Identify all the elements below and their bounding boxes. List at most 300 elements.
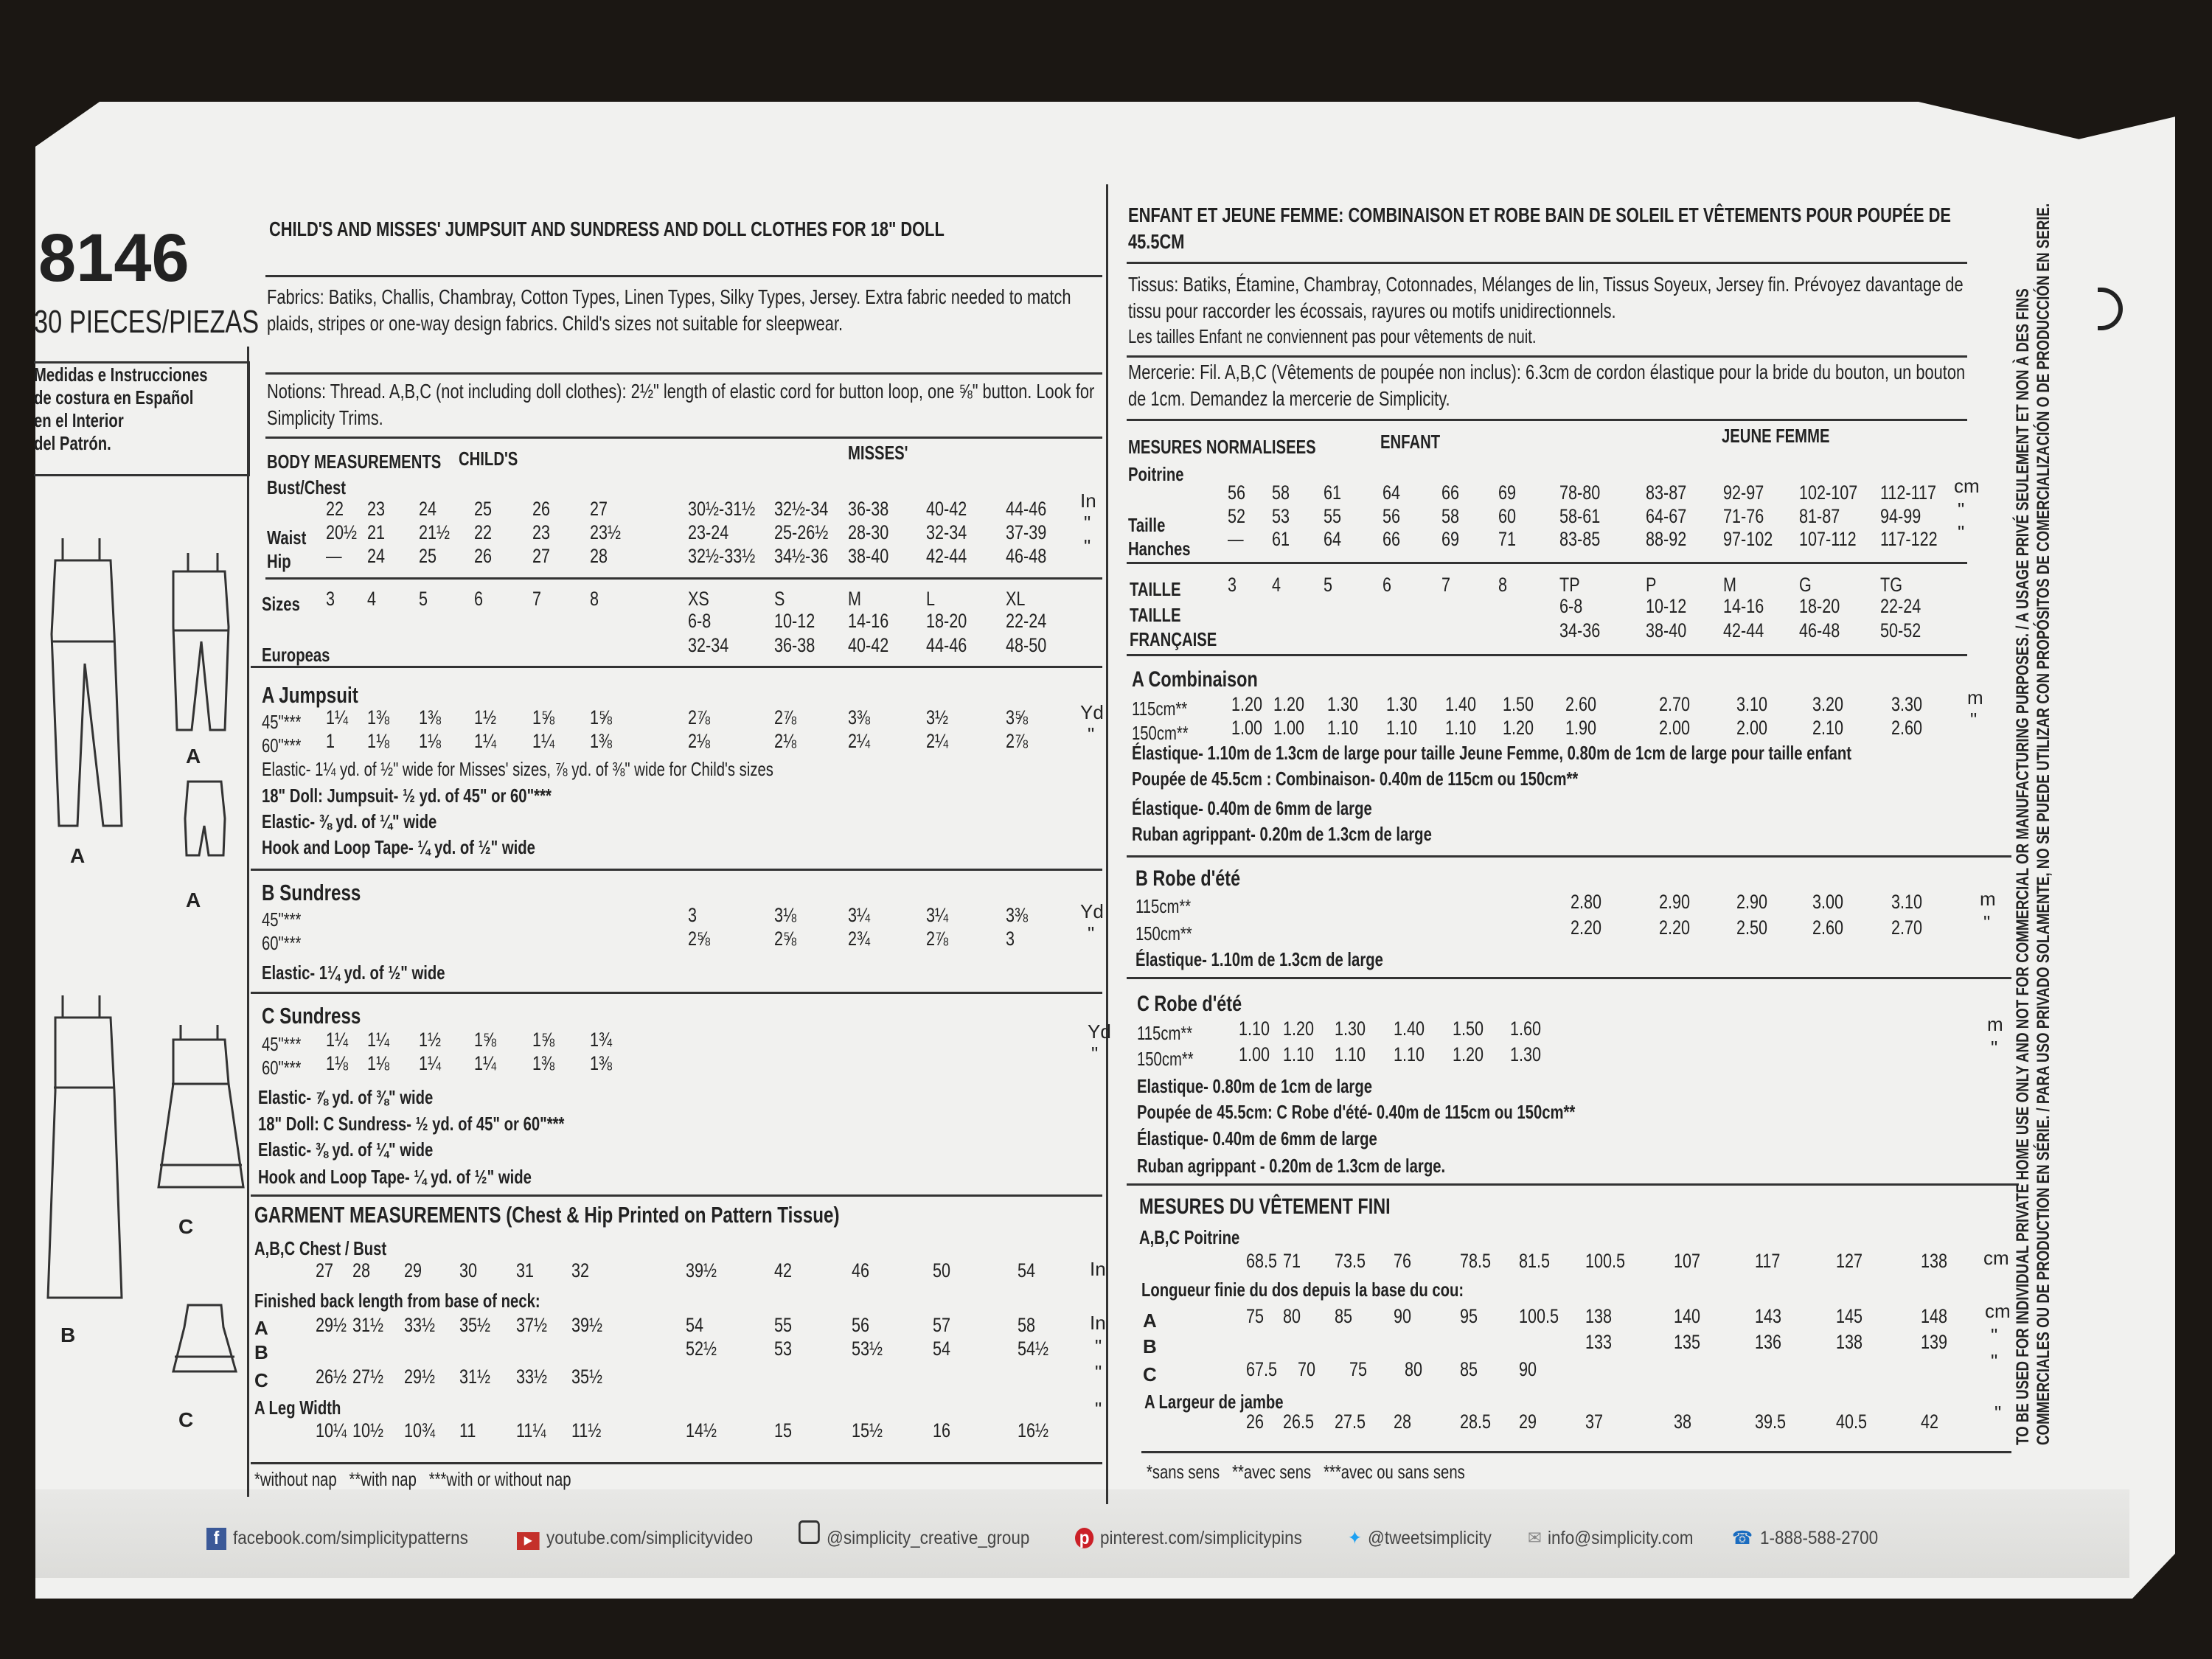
table-cell: 138 — [1585, 1305, 1613, 1327]
view-a-jumpsuit-misses — [52, 538, 122, 826]
table-cell: 2⅛ — [774, 730, 797, 752]
table-cell: 37 — [1585, 1411, 1604, 1433]
view-label: C — [178, 1408, 194, 1431]
table-cell: L — [926, 588, 936, 610]
english-title: CHILD'S AND MISSES' JUMPSUIT AND SUNDRESS AND DOLL CLOTHES FOR 18" DOLL — [269, 218, 945, 240]
column-divider — [247, 347, 249, 1497]
fr-view-a-poupee: Poupée de 45.5cm : Combinaison- 0.40m de 115cm ou 150cm** — [1132, 768, 1579, 790]
divider — [1127, 419, 1967, 421]
table-cell: 83-87 — [1646, 481, 1687, 504]
table-cell: 1½ — [419, 1029, 442, 1051]
length-b-label: B — [254, 1341, 268, 1363]
divider — [251, 666, 1102, 668]
unit-label: In — [1090, 1312, 1106, 1334]
english-fabrics: Fabrics: Batiks, Challis, Chambray, Cotton Types, Linen Types, Silky Types, Jersey. Extra fabric needed to match plaids, stripes or one-way design fabrics. Child's sizes not suitable for sleepwear. — [267, 285, 1071, 335]
mesures-label: MESURES NORMALISEES — [1128, 436, 1316, 458]
youtube-icon: ▶ — [517, 1532, 540, 1550]
view-c-doll-elastic: Elastic- ⅜ yd. of ¼" wide — [258, 1138, 434, 1161]
table-cell: 1⅝ — [532, 706, 555, 728]
divider — [251, 992, 1102, 994]
table-cell: 3.00 — [1812, 891, 1844, 913]
longueur-b-label: B — [1143, 1335, 1157, 1357]
table-cell: 1⅜ — [419, 706, 442, 728]
hanches-label: Hanches — [1128, 538, 1191, 560]
table-cell: 3⅜ — [848, 706, 871, 728]
table-cell: 117-122 — [1880, 528, 1938, 550]
table-cell: 1.20 — [1231, 693, 1263, 715]
table-cell: 107 — [1674, 1250, 1701, 1272]
table-cell: 97-102 — [1723, 528, 1773, 550]
table-cell: 3.10 — [1891, 891, 1923, 913]
table-cell: 3.10 — [1736, 693, 1768, 715]
table-cell: 69 — [1498, 481, 1517, 504]
ditto-mark: " — [1991, 1350, 1998, 1372]
table-cell: 3 — [326, 588, 335, 610]
table-cell: 94-99 — [1880, 505, 1921, 527]
fr-view-c-elastique: Elastique- 0.80m de 1cm de large — [1137, 1075, 1372, 1097]
unit-label: Yd — [1088, 1020, 1111, 1043]
ditto-mark: " — [1084, 512, 1091, 534]
view-c-hook-loop: Hook and Loop Tape- ¼ yd. of ½" wide — [258, 1166, 532, 1188]
table-cell: 28-30 — [848, 521, 889, 543]
table-cell: 57 — [933, 1314, 951, 1336]
table-cell: 1¼ — [419, 1052, 442, 1074]
table-cell: 61 — [1272, 528, 1290, 550]
table-cell: 117 — [1755, 1250, 1781, 1272]
table-cell: 2.70 — [1659, 693, 1691, 715]
table-cell: 76 — [1394, 1250, 1412, 1272]
table-cell: 138 — [1921, 1250, 1948, 1272]
table-cell: 38-40 — [1646, 619, 1687, 641]
french-title: ENFANT ET JEUNE FEMME: COMBINAISON ET ROBE BAIN DE SOLEIL ET VÊTEMENTS POUR POUPÉE DE 45.5CM — [1128, 204, 1951, 253]
table-cell: 135 — [1674, 1331, 1701, 1353]
table-cell: 88-92 — [1646, 528, 1687, 550]
table-cell: 38 — [1674, 1411, 1692, 1433]
table-cell: 10¾ — [404, 1419, 436, 1441]
table-cell: 10½ — [352, 1419, 384, 1441]
email-link[interactable]: info@simplicity.com — [1548, 1528, 1694, 1548]
table-cell: 27 — [590, 498, 608, 520]
fr-view-b-elastique: Élastique- 1.10m de 1.3cm de large — [1135, 948, 1383, 970]
width-45-label: 45"*** — [262, 1033, 302, 1055]
table-cell: 34-36 — [1559, 619, 1601, 641]
table-cell: 44-46 — [926, 634, 967, 656]
fr-view-a-elastique: Élastique- 1.10m de 1.3cm de large pour taille Jeune Femme, 0.80m de 1cm de large pour taille enfant — [1132, 742, 1852, 764]
table-cell: 35½ — [571, 1366, 603, 1388]
body-measurements-label: BODY MEASUREMENTS — [267, 451, 442, 473]
divider — [1141, 1451, 2011, 1453]
table-cell: 1⅜ — [367, 706, 390, 728]
table-cell: 2.60 — [1565, 693, 1597, 715]
table-cell: 95 — [1460, 1305, 1478, 1327]
taille-size-label: TAILLE — [1130, 578, 1181, 600]
table-cell: 15 — [774, 1419, 793, 1441]
table-cell: 75 — [1246, 1305, 1265, 1327]
bust-label: Bust/Chest — [267, 476, 347, 498]
table-cell: 6 — [1382, 574, 1392, 596]
table-cell: 46-48 — [1006, 545, 1047, 567]
ditto-mark: " — [1991, 1037, 1998, 1059]
ditto-mark: " — [1095, 1398, 1102, 1420]
table-cell: 29½ — [404, 1366, 436, 1388]
table-cell: 1.10 — [1386, 717, 1418, 739]
poitrine-label: Poitrine — [1128, 463, 1184, 485]
instagram-link[interactable]: @simplicity_creative_group — [827, 1528, 1030, 1548]
table-cell: 3⅜ — [1006, 904, 1029, 926]
width-45-label: 45"*** — [262, 908, 302, 931]
table-cell: 140 — [1674, 1305, 1701, 1327]
view-c-short-sundress — [159, 1025, 243, 1187]
table-cell: 2.00 — [1659, 717, 1691, 739]
footnote: *sans sens **avec sens ***avec ou sans sens — [1147, 1461, 1465, 1483]
table-cell: 75 — [1349, 1358, 1368, 1380]
table-cell: 21½ — [419, 521, 451, 543]
europeas-label: Europeas — [262, 644, 330, 666]
jeune-femme-label: JEUNE FEMME — [1722, 425, 1830, 447]
table-cell: 28.5 — [1460, 1411, 1492, 1433]
table-cell: — — [1228, 528, 1244, 550]
table-cell: 16 — [933, 1419, 951, 1441]
table-cell: 11½ — [571, 1419, 602, 1441]
table-cell: 25 — [474, 498, 493, 520]
french-mercerie: Mercerie: Fil. A,B,C (Vêtements de poupée non inclus): 6.3cm de cordon élastique pour la bride du bouton, un bouton de 1cm. Demandez la mercerie de Simplicity. — [1128, 361, 1966, 410]
divider — [265, 577, 1102, 580]
table-cell: 31 — [516, 1259, 535, 1281]
youtube-link[interactable]: youtube.com/simplicityvideo — [546, 1528, 754, 1548]
view-label: A — [70, 844, 86, 867]
facebook-link[interactable]: facebook.com/simplicitypatterns — [233, 1528, 468, 1548]
table-cell: 39½ — [571, 1314, 603, 1336]
table-cell: 29½ — [316, 1314, 347, 1336]
table-cell: 112-117 — [1880, 481, 1937, 504]
table-cell: 46 — [852, 1259, 870, 1281]
fr-view-b-title: B Robe d'été — [1135, 866, 1241, 891]
table-cell: 1.30 — [1510, 1043, 1542, 1065]
table-cell: 33½ — [516, 1366, 548, 1388]
divider — [1127, 1183, 2019, 1186]
view-a-doll: 18" Doll: Jumpsuit- ½ yd. of 45" or 60"*** — [262, 785, 552, 807]
table-cell: 11¼ — [516, 1419, 546, 1441]
table-cell: 1⅜ — [590, 1052, 613, 1074]
divider — [265, 275, 1102, 277]
table-cell: 102-107 — [1799, 481, 1858, 504]
table-cell: 1.30 — [1327, 693, 1359, 715]
spanish-note-line: de costura en Español — [34, 386, 194, 408]
table-cell: 44-46 — [1006, 498, 1047, 520]
table-cell: 1.00 — [1239, 1043, 1270, 1065]
email-icon: ✉ — [1528, 1528, 1542, 1548]
table-cell: 28 — [1394, 1411, 1412, 1433]
view-a-doll-romper — [185, 782, 225, 855]
table-cell: 66 — [1382, 528, 1401, 550]
ditto-mark: " — [1991, 1324, 1998, 1346]
table-cell: 2.50 — [1736, 917, 1768, 939]
table-cell: XS — [688, 588, 709, 610]
table-cell: 2⅝ — [774, 928, 797, 950]
table-cell: 1.10 — [1335, 1043, 1366, 1065]
table-cell: 30½-31½ — [688, 498, 756, 520]
poitrine-fini-label: A,B,C Poitrine — [1139, 1226, 1240, 1248]
english-notions: Notions: Thread. A,B,C (not including doll clothes): 2½" length of elastic cord for button loop, one ⅝" button. Look for Simplicity Trims. — [267, 380, 1095, 429]
view-a-elastic: Elastic- 1¼ yd. of ½" wide for Misses' sizes, ⅞ yd. of ⅜" wide for Child's sizes — [262, 758, 773, 780]
ditto-mark: " — [1088, 723, 1095, 745]
table-cell: 100.5 — [1519, 1305, 1559, 1327]
table-cell: 26 — [532, 498, 551, 520]
table-cell: 148 — [1921, 1305, 1948, 1327]
table-cell: 1¼ — [326, 1029, 349, 1051]
divider — [1127, 355, 1967, 358]
table-cell: 1.10 — [1394, 1043, 1425, 1065]
table-cell: 24 — [367, 545, 386, 567]
table-cell: 85 — [1460, 1358, 1478, 1380]
table-cell: 28 — [352, 1259, 371, 1281]
table-cell: 66 — [1441, 481, 1460, 504]
table-cell: 3.30 — [1891, 693, 1923, 715]
view-a-jumpsuit-child — [173, 553, 229, 730]
table-cell: 136 — [1755, 1331, 1782, 1353]
table-cell: 50-52 — [1880, 619, 1921, 641]
table-cell: 1¼ — [474, 730, 497, 752]
table-cell: 71 — [1498, 528, 1517, 550]
table-cell: 1.40 — [1394, 1018, 1425, 1040]
table-cell: 92-97 — [1723, 481, 1764, 504]
table-cell: 2¾ — [848, 928, 871, 950]
table-cell: 2⅞ — [1006, 730, 1029, 752]
table-cell: 3.20 — [1812, 693, 1844, 715]
ditto-mark: " — [1970, 709, 1978, 731]
sizes-label: Sizes — [262, 593, 300, 615]
table-cell: 23½ — [590, 521, 622, 543]
table-cell: 42-44 — [1723, 619, 1764, 641]
table-cell: 7 — [1441, 574, 1451, 596]
fr-view-c-poupee: Poupée de 45.5cm: C Robe d'été- 0.40m de 115cm ou 150cm** — [1137, 1101, 1576, 1123]
table-cell: 56 — [1382, 505, 1401, 527]
table-cell: 1¼ — [474, 1052, 497, 1074]
francaise-label: FRANÇAISE — [1130, 628, 1217, 650]
table-cell: 1.30 — [1386, 693, 1418, 715]
table-cell: 81.5 — [1519, 1250, 1551, 1272]
table-cell: 54 — [1018, 1259, 1036, 1281]
table-cell: 1.90 — [1565, 717, 1597, 739]
table-cell: 3¼ — [848, 904, 871, 926]
table-cell: S — [774, 588, 785, 610]
table-cell: 18-20 — [926, 610, 967, 632]
table-cell: 69 — [1441, 528, 1460, 550]
divider — [1127, 562, 1967, 564]
table-cell: 22-24 — [1006, 610, 1047, 632]
hip-label: Hip — [267, 550, 291, 572]
table-cell: 1⅛ — [367, 730, 390, 752]
table-cell: TG — [1880, 574, 1902, 596]
table-cell: 32 — [571, 1259, 590, 1281]
table-cell: 6 — [474, 588, 484, 610]
table-cell: 23-24 — [688, 521, 729, 543]
table-cell: 8 — [590, 588, 599, 610]
divider — [1127, 977, 2011, 979]
ditto-mark: " — [1095, 1335, 1102, 1357]
longueur-c-label: C — [1143, 1363, 1157, 1385]
unit-label: cm — [1985, 1300, 2011, 1322]
table-cell: 4 — [367, 588, 377, 610]
table-cell: 10-12 — [1646, 595, 1687, 617]
table-cell: 14-16 — [848, 610, 889, 632]
table-cell: 67.5 — [1246, 1358, 1278, 1380]
table-cell: 2.70 — [1891, 917, 1923, 939]
table-cell: 58 — [1441, 505, 1460, 527]
table-cell: 145 — [1836, 1305, 1863, 1327]
divider — [265, 437, 1102, 439]
table-cell: 1.50 — [1503, 693, 1534, 715]
table-cell: 8 — [1498, 574, 1508, 596]
childs-label: CHILD'S — [459, 448, 518, 470]
table-cell: G — [1799, 574, 1812, 596]
table-cell: 31½ — [352, 1314, 384, 1336]
table-cell: 28 — [590, 545, 608, 567]
table-cell: 3 — [688, 904, 698, 926]
spanish-note-line: en el Interior — [34, 409, 124, 431]
table-cell: 37-39 — [1006, 521, 1047, 543]
unit-label: Yd — [1080, 900, 1104, 922]
table-cell: XL — [1006, 588, 1026, 610]
unit-label: In — [1090, 1258, 1106, 1280]
width-150-label: 150cm** — [1135, 922, 1192, 945]
table-cell: 5 — [419, 588, 428, 610]
table-cell: 39½ — [686, 1259, 717, 1281]
table-cell: 139 — [1921, 1331, 1948, 1353]
table-cell: 64 — [1382, 481, 1401, 504]
view-a-title: A Jumpsuit — [262, 682, 358, 708]
table-cell: 60 — [1498, 505, 1517, 527]
table-cell: 64-67 — [1646, 505, 1687, 527]
table-cell: 1.60 — [1510, 1018, 1542, 1040]
table-cell: 26 — [1246, 1411, 1265, 1433]
table-cell: 23 — [367, 498, 386, 520]
table-cell: 32-34 — [688, 634, 729, 656]
table-cell: 54½ — [1018, 1338, 1049, 1360]
divider — [251, 1194, 1102, 1197]
width-150-label: 150cm** — [1137, 1048, 1194, 1070]
table-cell: 1.20 — [1283, 1018, 1315, 1040]
table-cell: 1⅝ — [474, 1029, 497, 1051]
view-label: C — [178, 1215, 194, 1238]
table-cell: 55 — [1324, 505, 1342, 527]
table-cell: 1.00 — [1231, 717, 1263, 739]
table-cell: 78.5 — [1460, 1250, 1492, 1272]
table-cell: 24 — [419, 498, 437, 520]
table-cell: 54 — [686, 1314, 704, 1336]
table-cell: 52½ — [686, 1338, 717, 1360]
ditto-mark: " — [1084, 535, 1091, 557]
view-b-title: B Sundress — [262, 880, 361, 905]
fr-view-a-title: A Combinaison — [1132, 667, 1258, 692]
pinterest-link[interactable]: pinterest.com/simplicitypins — [1100, 1528, 1303, 1548]
table-cell: 3 — [1006, 928, 1015, 950]
fr-view-c-ruban: Ruban agrippant - 0.20m de 1.3cm de large. — [1137, 1155, 1446, 1177]
twitter-link[interactable]: @tweetsimplicity — [1367, 1528, 1492, 1548]
table-cell: M — [848, 588, 861, 610]
view-a-hook-loop: Hook and Loop Tape- ¼ yd. of ½" wide — [262, 836, 535, 858]
length-a-label: A — [254, 1317, 268, 1339]
table-cell: 85 — [1335, 1305, 1353, 1327]
table-cell: 40-42 — [848, 634, 889, 656]
table-cell: 2⅞ — [774, 706, 797, 728]
table-cell: 1⅜ — [590, 730, 613, 752]
ditto-mark: " — [1958, 521, 1965, 543]
divider — [251, 1462, 1102, 1464]
table-cell: 3⅝ — [1006, 706, 1029, 728]
view-a-doll-elastic: Elastic- ⅜ yd. of ¼" wide — [262, 810, 437, 832]
twitter-icon: ✦ — [1347, 1528, 1362, 1548]
table-cell: 52 — [1228, 505, 1246, 527]
table-cell: 27 — [316, 1259, 334, 1281]
table-cell: 6-8 — [1559, 595, 1583, 617]
spanish-note-line: Medidas e Instrucciones — [34, 364, 208, 386]
table-cell: 1⅛ — [419, 730, 442, 752]
taille-label: Taille — [1128, 514, 1166, 536]
view-b-elastic: Elastic- 1¼ yd. of ½" wide — [262, 961, 445, 984]
width-115-label: 115cm** — [1137, 1022, 1193, 1044]
table-cell: 56 — [852, 1314, 870, 1336]
width-60-label: 60"*** — [262, 1057, 302, 1079]
pattern-number: 8146 — [38, 220, 189, 296]
table-cell: 53½ — [852, 1338, 883, 1360]
table-cell: 2.20 — [1571, 917, 1602, 939]
table-cell: 15½ — [852, 1419, 883, 1441]
column-divider — [1106, 184, 1108, 1504]
social-footer — [206, 1520, 1909, 1550]
table-cell: 1.10 — [1283, 1043, 1315, 1065]
table-cell: 1.10 — [1327, 717, 1359, 739]
table-cell: 2¼ — [848, 730, 871, 752]
table-cell: 29 — [404, 1259, 422, 1281]
width-115-label: 115cm** — [1132, 698, 1188, 720]
ditto-mark: " — [1983, 911, 1991, 933]
table-cell: 1¼ — [367, 1029, 390, 1051]
table-cell: 30 — [459, 1259, 478, 1281]
table-cell: 1.40 — [1445, 693, 1477, 715]
fr-view-a-poupee-elastique: Élastique- 0.40m de 6mm de large — [1132, 797, 1372, 819]
table-cell: 48-50 — [1006, 634, 1047, 656]
view-label: B — [60, 1324, 76, 1346]
table-cell: 32-34 — [926, 521, 967, 543]
divider — [1127, 855, 2011, 858]
table-cell: 70 — [1298, 1358, 1316, 1380]
table-cell: 3⅛ — [774, 904, 797, 926]
table-cell: 1⅝ — [532, 1029, 555, 1051]
spanish-note-box — [34, 361, 250, 476]
table-cell: 33½ — [404, 1314, 436, 1336]
table-cell: 2⅞ — [688, 706, 711, 728]
divider — [1127, 262, 1967, 264]
unit-label: cm — [1983, 1247, 2009, 1269]
phone-number: 1-888-588-2700 — [1759, 1528, 1878, 1548]
table-cell: 1¼ — [532, 730, 555, 752]
table-cell: 1.20 — [1453, 1043, 1484, 1065]
table-cell: 80 — [1405, 1358, 1423, 1380]
table-cell: 27.5 — [1335, 1411, 1366, 1433]
table-cell: 54 — [933, 1338, 951, 1360]
table-cell: 10¼ — [316, 1419, 347, 1441]
table-cell: 27½ — [352, 1366, 384, 1388]
taille-size-label: TAILLE — [1130, 604, 1181, 626]
view-b-long-sundress — [48, 995, 122, 1298]
longueur-a-label: A — [1143, 1310, 1157, 1332]
view-c-elastic: Elastic- ⅞ yd. of ⅜" wide — [258, 1086, 434, 1108]
view-c-title: C Sundress — [262, 1003, 361, 1029]
table-cell: 1⅝ — [590, 706, 613, 728]
table-cell: 36-38 — [848, 498, 889, 520]
view-c-doll-sundress — [173, 1305, 236, 1371]
